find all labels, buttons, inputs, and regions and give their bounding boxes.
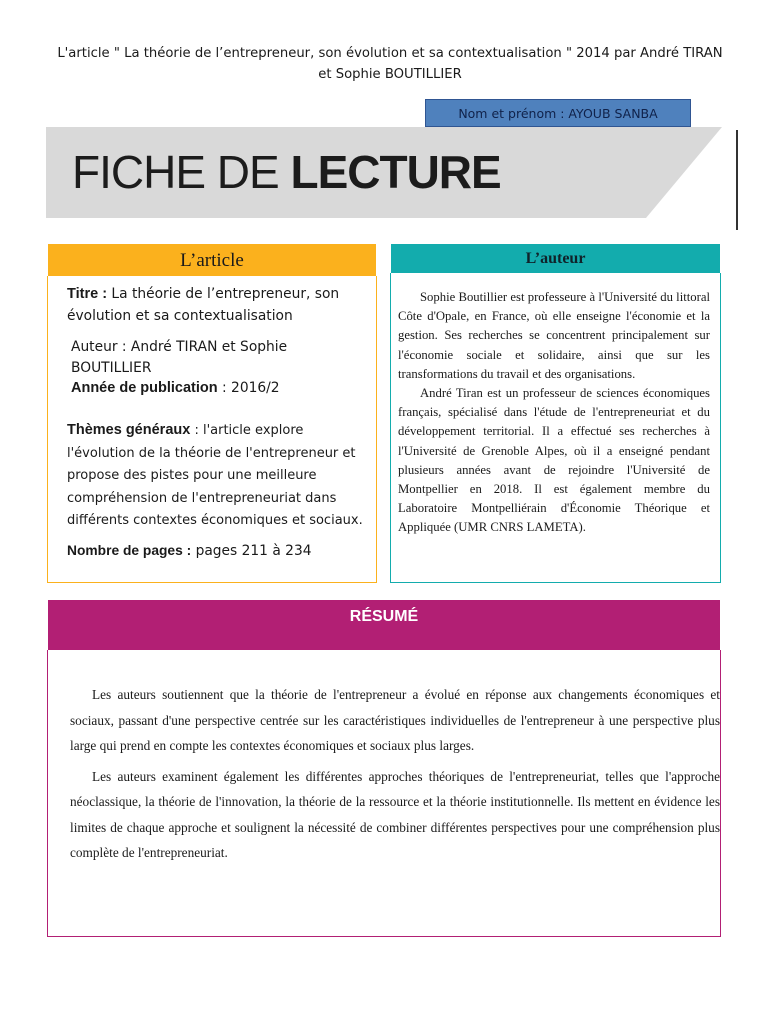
auteur-value: : André TIRAN et Sophie BOUTILLIER xyxy=(71,339,288,376)
resume-text xyxy=(70,682,720,871)
page-title-light: FICHE DE xyxy=(72,146,291,198)
author-text xyxy=(398,288,710,538)
caption-line-1: L'article " La théorie de l’entrepreneur, son évolution et sa contextualisation " 2014 par André TIRAN xyxy=(57,46,723,61)
resume-paragraph-1: Les auteurs soutiennent que la théorie de l'entrepreneur a évolué en réponse aux changements économiques et sociaux, passant d'une perspective centrée sur les caractéristiques individuelles de l'entrepreneur à une perspective plus large qui prend en compte les contextes économiques et sociaux plus larges. xyxy=(70,687,720,753)
page-title-bold: LECTURE xyxy=(290,146,501,198)
page-title xyxy=(72,144,501,200)
article-themes-field xyxy=(67,419,367,533)
titre-value: La théorie de l’entrepreneur, son évolution et sa contextualisation xyxy=(67,286,340,324)
article-title-field xyxy=(67,283,367,327)
student-name-box: Nom et prénom : AYOUB SANBA xyxy=(425,99,691,127)
annee-value: : 2016/2 xyxy=(217,380,280,396)
titre-label: Titre : xyxy=(67,286,108,302)
auteur-label: Auteur xyxy=(71,339,118,355)
document-caption xyxy=(20,43,760,85)
article-pages-field xyxy=(67,540,367,562)
resume-paragraph-2: Les auteurs examinent également les différentes approches théoriques de l'entrepreneuriat, telles que l'approche néoclassique, la théorie de l'innovation, la théorie de la ressource et la théorie institutionnelle. Ils mettent en évidence les limites de chaque approche et soulignent la nécessité de combiner différentes perspectives pour une compréhension plus complète de l'entrepreneuriat. xyxy=(70,768,720,860)
margin-line xyxy=(736,130,738,230)
themes-label: Thèmes généraux xyxy=(67,422,191,438)
resume-heading: RÉSUMÉ xyxy=(48,600,720,650)
author-heading: L’auteur xyxy=(391,244,720,273)
themes-value: : l'article explore l'évolution de la théorie de l'entrepreneur et propose des pistes pour une meilleure compréhension de l'entrepreneuriat dans différents contextes économiques et sociaux. xyxy=(67,423,363,528)
article-author-field xyxy=(71,337,371,379)
pages-value: pages 211 à 234 xyxy=(191,543,312,559)
author-paragraph-1: Sophie Boutillier est professeure à l'Université du littoral Côte d'Opale, en France, où elle enseigne l'économie et la gestion. Ses recherches se concentrent principalement sur l'économie sociale et solidaire, ainsi que sur les transformations du travail et des organisations. xyxy=(398,290,710,381)
annee-label: Année de publication xyxy=(71,380,218,396)
pages-label: Nombre de pages : xyxy=(67,543,192,558)
title-banner xyxy=(46,127,722,218)
article-year-field xyxy=(71,378,371,399)
article-heading: L’article xyxy=(48,244,376,276)
author-paragraph-2: André Tiran est un professeur de sciences économiques français, spécialisé dans l'étude de l'entrepreneuriat et du développement territorial. Il a effectué ses recherches à l'Université de Grenoble Alpes, où il a enseigné pendant plusieurs années avant de rejoindre l'Université de Montpellier en 2018. Il est également membre du Laboratoire Montpelliérain d'Économie Théorique et Appliquée (UMR CNRS LAMETA). xyxy=(398,386,710,535)
caption-line-2: et Sophie BOUTILLIER xyxy=(318,67,462,82)
